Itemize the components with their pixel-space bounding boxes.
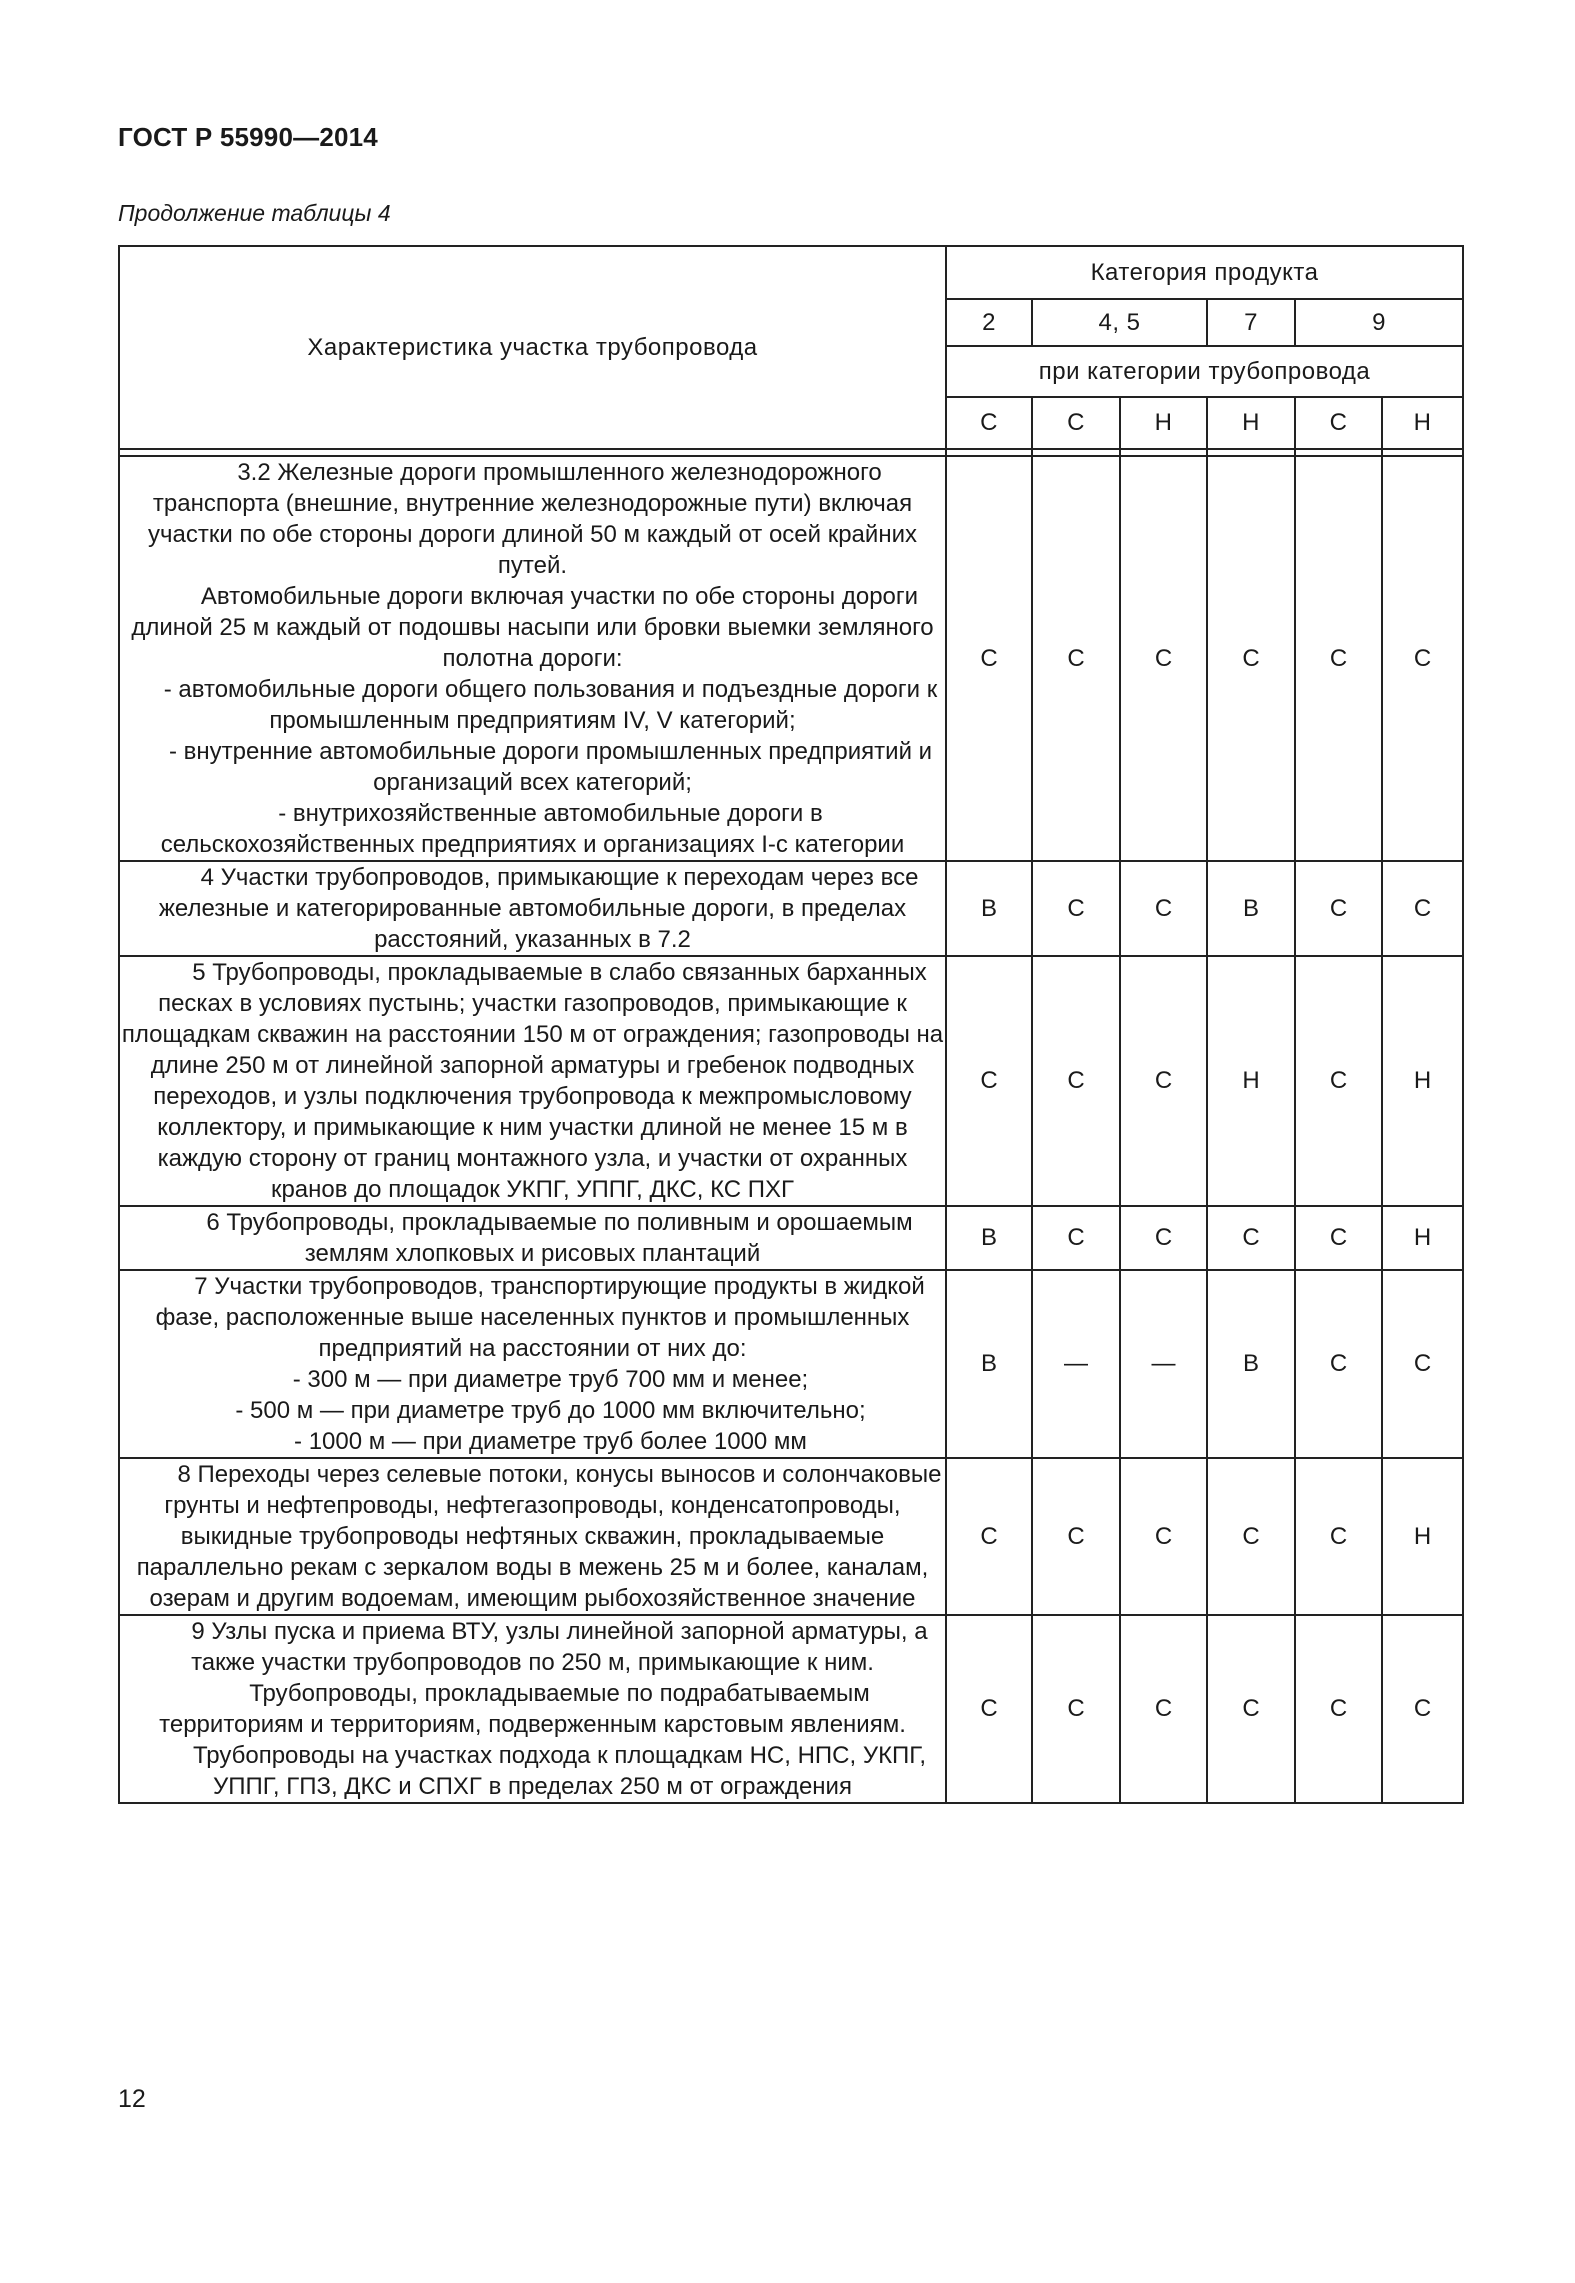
table-caption: Продолжение таблицы 4 (118, 200, 391, 226)
paragraph: 6 Трубопроводы, прокладываемые по поливным и орошаемым землям хлопковых и рисовых плантаций (206, 1209, 913, 1267)
row-value: С (1032, 1615, 1120, 1803)
paragraph: 3.2 Железные дороги промышленного железнодорожного транспорта (внешние, внутренние железнодорожные пути) включая участки по обе стороны дороги длиной 50 м каждый от осей крайних путей. (148, 459, 917, 579)
table-row (119, 1615, 1463, 1803)
pipeline-category-header: при категории трубопровода (946, 346, 1463, 397)
category-header-2: 2 (946, 299, 1032, 346)
row-value: С (946, 1458, 1032, 1615)
list-item: - внутрихозяйственные автомобильные дороги в сельскохозяйственных предприятиях и организациях I-c категории (160, 800, 905, 858)
list-item: - 500 м — при диаметре труб до 1000 мм включительно; (235, 1397, 866, 1424)
row-description (119, 1206, 946, 1270)
row-value: С (1382, 1270, 1463, 1458)
row-description (119, 1615, 946, 1803)
subcol-header: С (1032, 397, 1120, 449)
row-value: С (1295, 861, 1382, 956)
row-value: С (1295, 1206, 1382, 1270)
list-item: - 1000 м — при диаметре труб более 1000 мм (294, 1428, 807, 1455)
row-value: Н (1207, 956, 1295, 1206)
category-header-9: 9 (1295, 299, 1463, 346)
table-row (119, 861, 1463, 956)
paragraph: Трубопроводы, прокладываемые по подрабатываемым территориям и территориям, подверженным карстовым явлениям. (159, 1680, 906, 1738)
table-row (119, 1270, 1463, 1458)
row-value: С (946, 1615, 1032, 1803)
row-value: С (1032, 1458, 1120, 1615)
subcol-header: Н (1382, 397, 1463, 449)
paragraph: Трубопроводы на участках подхода к площадкам НС, НПС, УКПГ, УППГ, ГПЗ, ДКС и СПХГ в пределах 250 м от ограждения (192, 1742, 927, 1800)
row-description (119, 1270, 946, 1458)
product-category-header: Категория продукта (946, 246, 1463, 299)
table-row (119, 1458, 1463, 1615)
column-header-characteristic: Характеристика участка трубопровода (119, 246, 946, 449)
row-value: С (1382, 1615, 1463, 1803)
row-value: С (1295, 1615, 1382, 1803)
table-row (119, 1206, 1463, 1270)
row-value: С (1120, 1615, 1207, 1803)
row-value: В (946, 1206, 1032, 1270)
row-value: С (1295, 956, 1382, 1206)
row-value: С (1382, 456, 1463, 861)
row-value: С (1207, 1615, 1295, 1803)
table-row (119, 956, 1463, 1206)
row-value: С (1295, 1270, 1382, 1458)
row-value: С (1295, 456, 1382, 861)
row-value: С (1032, 861, 1120, 956)
row-value: С (1032, 456, 1120, 861)
list-item: - 300 м — при диаметре труб 700 мм и менее; (292, 1366, 809, 1393)
row-value: С (1032, 1206, 1120, 1270)
row-description (119, 1458, 946, 1615)
table-row (119, 456, 1463, 861)
row-value: С (1120, 456, 1207, 861)
row-value: Н (1382, 1458, 1463, 1615)
row-value: — (1120, 1270, 1207, 1458)
row-value: В (1207, 861, 1295, 956)
row-value: Н (1382, 956, 1463, 1206)
document-code: ГОСТ Р 55990—2014 (118, 122, 378, 152)
paragraph: 4 Участки трубопроводов, примыкающие к переходам через все железные и категорированные автомобильные дороги, в пределах расстояний, указанных в 7.2 (158, 864, 919, 953)
row-value: С (1120, 861, 1207, 956)
subcol-header: Н (1120, 397, 1207, 449)
row-value: В (946, 861, 1032, 956)
paragraph: 8 Переходы через селевые потоки, конусы выносов и солончаковые грунты и нефтепроводы, нефтегазопроводы, конденсатопроводы, выкидные трубопроводы нефтяных скважин, прокладываемые параллельно рекам с зеркалом воды в межень 25 м и более, каналам, озерам и другим водоемам, имеющим рыбохозяйственное значение (136, 1461, 942, 1612)
list-item: - автомобильные дороги общего пользования и подъездные дороги к промышленным предприятиям IV, V категорий; (163, 676, 938, 734)
row-value: С (1207, 1458, 1295, 1615)
list-item: - внутренние автомобильные дороги промышленных предприятий и организаций всех категорий; (168, 738, 933, 796)
row-value: — (1032, 1270, 1120, 1458)
row-value: С (946, 956, 1032, 1206)
row-value: Н (1382, 1206, 1463, 1270)
row-value: С (1382, 861, 1463, 956)
row-value: С (1207, 456, 1295, 861)
row-value: В (946, 1270, 1032, 1458)
requirements-table (118, 245, 1464, 1804)
row-value: С (1032, 956, 1120, 1206)
subcol-header: С (946, 397, 1032, 449)
row-description (119, 456, 946, 861)
subcol-header: Н (1207, 397, 1295, 449)
row-description (119, 861, 946, 956)
paragraph: 5 Трубопроводы, прокладываемые в слабо связанных барханных песках в условиях пустынь; участки газопроводов, примыкающие к площадкам скважин на расстоянии 150 м от ограждения; газопроводы на длине 250 м от линейной запорной арматуры и гребенок подводных переходов, и узлы подключения трубопровода к межпромысловому коллектору, и примыкающие к ним участки длиной не менее 15 м в каждую сторону от границ монтажного узла, и участки от охранных кранов до площадок УКПГ, УППГ, ДКС, КС ПХГ (121, 959, 944, 1203)
paragraph: Автомобильные дороги включая участки по обе стороны дороги длиной 25 м каждый от подошвы насыпи или бровки выемки земляного полотна дороги: (131, 583, 934, 672)
subcol-header: С (1295, 397, 1382, 449)
row-value: С (946, 456, 1032, 861)
row-value: С (1207, 1206, 1295, 1270)
page-number: 12 (118, 2085, 146, 2113)
category-header-4-5: 4, 5 (1032, 299, 1207, 346)
row-description (119, 956, 946, 1206)
row-value: С (1120, 1206, 1207, 1270)
row-value: С (1120, 1458, 1207, 1615)
header-separator (119, 449, 1463, 456)
paragraph: 9 Узлы пуска и приема ВТУ, узлы линейной запорной арматуры, а также участки трубопроводов по 250 м, примыкающие к ним. (191, 1618, 928, 1676)
paragraph: 7 Участки трубопроводов, транспортирующие продукты в жидкой фазе, расположенные выше населенных пунктов и промышленных предприятий на расстоянии от них до: (155, 1273, 925, 1362)
category-header-7: 7 (1207, 299, 1295, 346)
row-value: В (1207, 1270, 1295, 1458)
row-value: С (1295, 1458, 1382, 1615)
row-value: С (1120, 956, 1207, 1206)
